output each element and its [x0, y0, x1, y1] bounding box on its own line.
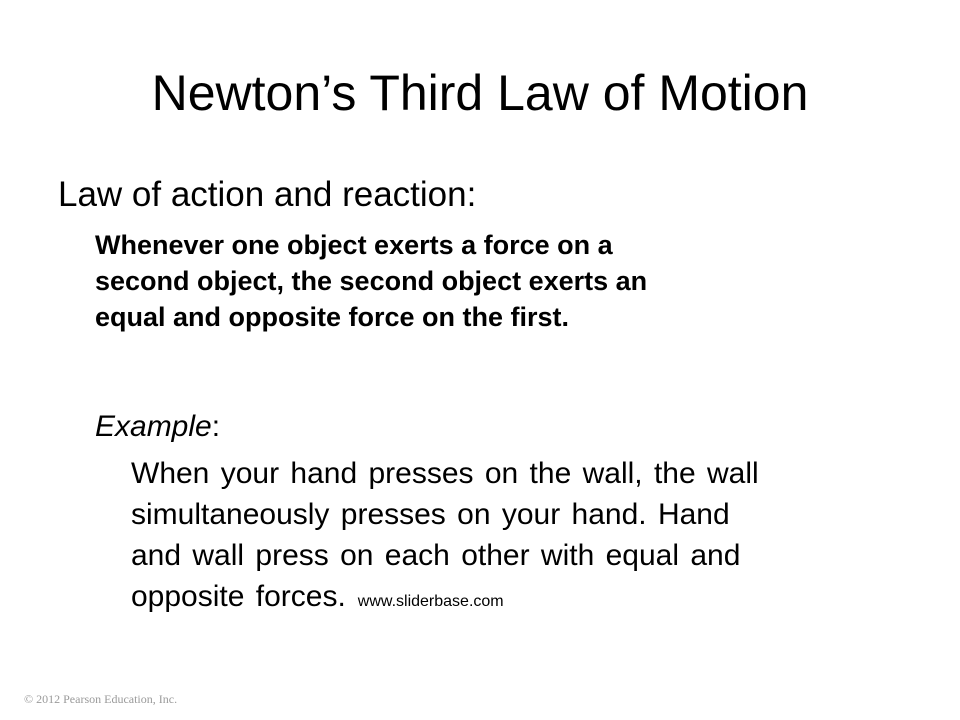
example-label: [95, 404, 220, 450]
law-line: equal and opposite force on the first.: [95, 302, 570, 332]
example-line: simultaneously presses on your hand. Hand: [131, 498, 730, 531]
law-line: second object, the second object exerts an: [95, 266, 648, 296]
example-line: When your hand presses on the wall, the wall: [131, 457, 759, 490]
example-line: and wall press on each other with equal and: [131, 539, 741, 572]
example-word: Example: [95, 410, 212, 443]
law-line: Whenever one object exerts a force on a: [95, 230, 613, 260]
example-text: [131, 453, 931, 622]
example-line-last: [131, 576, 931, 622]
copyright-notice: © 2012 Pearson Education, Inc.: [24, 692, 178, 706]
watermark-text: www.sliderbase.com: [357, 593, 504, 610]
slide-title: Newton’s Third Law of Motion: [151, 65, 809, 121]
law-statement: [95, 227, 895, 335]
section-heading: Law of action and reaction:: [58, 175, 477, 214]
example-line: opposite forces.: [131, 580, 346, 613]
example-colon: :: [211, 410, 221, 443]
